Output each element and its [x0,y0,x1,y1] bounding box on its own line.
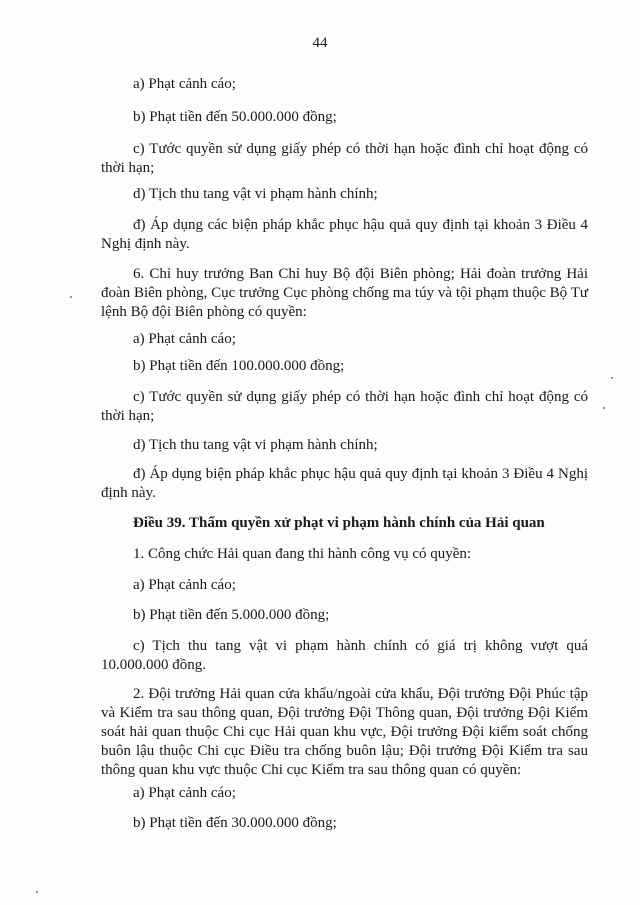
clause-d-confiscate: d) Tịch thu tang vật vi phạm hành chính; [133,437,378,453]
clause-b-fine: b) Phạt tiền đến 30.000.000 đồng; [133,815,337,831]
clause-a-warning: a) Phạt cảnh cáo; [133,577,236,593]
clause-a-warning: a) Phạt cảnh cáo; [133,785,236,801]
clause-dd-remedy: đ) Áp dụng các biện pháp khắc phục hậu quả quy định tại khoản 3 Điều 4 Nghị định này. [101,217,588,252]
clause-c-revoke: c) Tước quyền sử dụng giấy phép có thời hạn hoặc đình chỉ hoạt động có thời hạn; [101,141,588,176]
article-39-heading: Điều 39. Thẩm quyền xử phạt vi phạm hành chính của Hải quan [133,515,545,531]
clause-a-warning: a) Phạt cảnh cáo; [133,76,236,92]
section-1-paragraph: 1. Công chức Hải quan đang thi hành công vụ có quyền: [133,546,472,562]
clause-b-fine: b) Phạt tiền đến 50.000.000 đồng; [133,109,337,125]
page-number: 44 [312,35,328,51]
clause-d-confiscate: d) Tịch thu tang vật vi phạm hành chính; [133,186,378,202]
scan-speck [70,296,72,298]
section-6-paragraph: 6. Chỉ huy trưởng Ban Chỉ huy Bộ đội Biên phòng; Hải đoàn trưởng Hải đoàn Biên phòng, Cục trưởng Cục phòng chống ma túy và tội phạm thuộc Bộ Tư lệnh Bộ đội Biên phòng có quyền: [101,266,588,320]
section-2-paragraph: 2. Đội trưởng Hải quan cửa khẩu/ngoài cửa khẩu, Đội trưởng Đội Phúc tập và Kiểm tra sau thông quan, Đội trưởng Đội Thông quan, Đội trưởng Đội Kiểm soát hải quan thuộc Chi cục Hải quan khu vực, Đội trưởng Đội kiểm soát chống buôn lậu thuộc Chi cục Điều tra chống buôn lậu; Đội trưởng Đội Kiểm tra sau thông quan khu vực thuộc Chi cục Kiểm tra sau thông quan có quyền: [101,686,588,778]
clause-b-fine: b) Phạt tiền đến 5.000.000 đồng; [133,607,330,623]
scan-speck [611,377,613,379]
scan-speck [603,407,605,409]
clause-c-confiscate: c) Tịch thu tang vật vi phạm hành chính có giá trị không vượt quá 10.000.000 đồng. [101,638,588,673]
clause-c-revoke: c) Tước quyền sử dụng giấy phép có thời hạn hoặc đình chỉ hoạt động có thời hạn; [101,389,588,424]
scan-speck [36,891,38,893]
clause-b-fine: b) Phạt tiền đến 100.000.000 đồng; [133,358,345,374]
clause-dd-remedy: đ) Áp dụng biện pháp khắc phục hậu quả quy định tại khoản 3 Điều 4 Nghị định này. [101,466,588,501]
clause-a-warning: a) Phạt cảnh cáo; [133,331,236,347]
